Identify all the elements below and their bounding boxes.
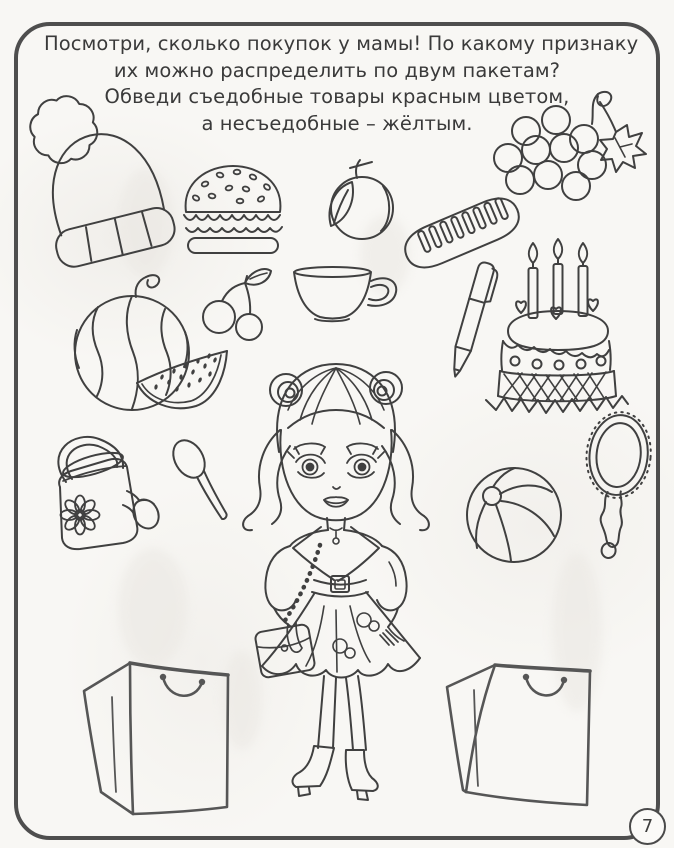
hand-mirror-drawing <box>576 409 655 561</box>
ball-drawing <box>467 468 561 562</box>
cherries-drawing <box>203 269 271 340</box>
birthday-cake-drawing <box>486 239 628 413</box>
spoon-drawing <box>167 435 227 519</box>
grapes-drawing <box>494 92 646 200</box>
instructions-line-3: Обведи съедобные товары красным цветом, <box>104 85 570 108</box>
instructions-line-2: их можно распределить по двум пакетам? <box>113 58 561 82</box>
watering-can-drawing <box>58 437 163 549</box>
pen-drawing <box>447 261 500 380</box>
watermelon-drawing <box>75 275 227 410</box>
knit-hat-drawing <box>21 78 178 270</box>
cup-drawing <box>294 267 396 321</box>
peach-drawing <box>330 160 393 239</box>
instructions-line-1: Посмотри, сколько покупок у мамы! По какому признаку <box>44 32 639 55</box>
baguette-drawing <box>399 191 525 275</box>
hamburger-drawing <box>184 166 282 253</box>
shopping-bag-right-drawing <box>447 665 590 805</box>
instructions-line-4: а несъедобные – жёлтым. <box>201 111 473 135</box>
page-number: 7 <box>641 816 654 837</box>
girl-drawing <box>243 364 429 800</box>
shopping-bag-left-drawing <box>84 663 228 814</box>
page-number-badge <box>629 808 666 845</box>
